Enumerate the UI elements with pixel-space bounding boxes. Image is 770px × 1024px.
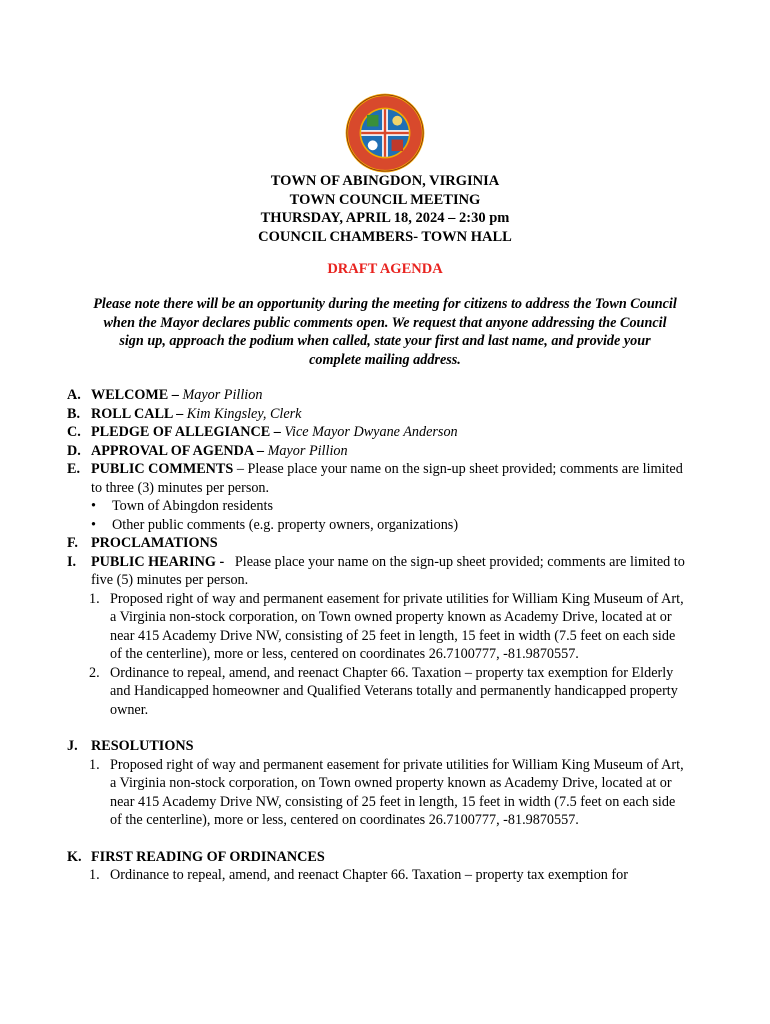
list-item	[67, 516, 687, 535]
bullet-icon: •	[91, 516, 96, 533]
agenda-list	[67, 386, 687, 885]
item-title: FIRST READING OF ORDINANCES	[91, 848, 325, 865]
item-title: ROLL CALL –	[91, 405, 184, 422]
item-description: – Please place your name on the sign-up sheet provided; comments are limited to three (3) minutes per person.	[91, 461, 683, 496]
list-item	[67, 497, 687, 516]
header-town: TOWN OF ABINGDON, VIRGINIA	[270, 173, 500, 189]
item-description: Please place your name on the sign-up sheet provided; comments are limited to five (5) minutes per person.	[91, 553, 689, 588]
item-title: RESOLUTIONS	[91, 738, 194, 754]
bullet-text: Other public comments (e.g. property owners, organizations)	[112, 516, 459, 533]
item-text: Ordinance to repeal, amend, and reenact Chapter 66. Taxation – property tax exemption for Elderly and Handicapped homeowner and Qualified Veterans totally and permanently handicapped property owner.	[110, 664, 678, 718]
item-title: PLEDGE OF ALLEGIANCE –	[91, 424, 281, 440]
agenda-item-a	[67, 386, 687, 405]
item-presenter: Mayor Pillion	[264, 442, 348, 459]
item-title: APPROVAL OF AGENDA –	[91, 442, 265, 459]
item-number: 1.	[89, 867, 100, 883]
agenda-item-k	[67, 848, 687, 867]
header-meeting: TOWN COUNCIL MEETING	[289, 191, 481, 208]
agenda-item-d	[67, 442, 687, 461]
agenda-item-e	[67, 460, 687, 497]
item-letter: D.	[67, 442, 81, 459]
item-number: 1.	[89, 756, 100, 773]
item-text: Ordinance to repeal, amend, and reenact Chapter 66. Taxation – property tax exemption for	[110, 867, 628, 883]
agenda-item-f	[67, 534, 687, 553]
agenda-item-j	[67, 737, 687, 756]
item-number: 1.	[89, 590, 100, 607]
public-comments-bullets	[67, 497, 687, 534]
item-presenter: Vice Mayor Dwyane Anderson	[280, 424, 458, 440]
public-comment-notice: Please note there will be an opportunity during the meeting for citizens to address the Town Council when the Mayor declares public comments open. We request that anyone addressing the Council sign up, approach the podium when called, state your first and last name, and provide your complete mailing address.	[93, 296, 677, 368]
header-date: THURSDAY, APRIL 18, 2024 – 2:30 pm	[260, 210, 510, 226]
header-location: COUNCIL CHAMBERS- TOWN HALL	[258, 228, 512, 245]
bullet-icon: •	[91, 498, 96, 514]
item-title: WELCOME –	[91, 387, 179, 403]
item-title: PROCLAMATIONS	[91, 535, 218, 551]
item-number: 2.	[89, 664, 100, 681]
agenda-item-i	[67, 553, 687, 590]
item-letter: I.	[67, 553, 77, 570]
item-title: PUBLIC HEARING -	[91, 553, 225, 570]
item-letter: C.	[67, 424, 81, 440]
meeting-header	[0, 172, 770, 246]
spacer	[67, 830, 687, 848]
item-title: PUBLIC COMMENTS	[91, 461, 234, 477]
item-letter: K.	[67, 848, 82, 865]
item-presenter: Mayor Pillion	[178, 387, 263, 403]
item-letter: A.	[67, 387, 81, 403]
agenda-item-b	[67, 405, 687, 424]
list-item	[67, 866, 687, 885]
item-presenter: Kim Kingsley, Clerk	[183, 405, 302, 422]
agenda-item-c	[67, 423, 687, 442]
item-letter: F.	[67, 535, 78, 551]
list-item	[67, 664, 687, 720]
list-item	[67, 756, 687, 830]
list-item	[67, 590, 687, 664]
spacer	[67, 719, 687, 737]
bullet-text: Town of Abingdon residents	[112, 498, 273, 514]
item-letter: B.	[67, 405, 81, 422]
item-letter: J.	[67, 738, 78, 754]
town-seal-icon	[344, 92, 426, 174]
item-text: Proposed right of way and permanent easement for private utilities for William King Museum of Art, a Virginia non-stock corporation, on Town owned property known as Academy Drive, located at or near 415 Academy Drive NW, consisting of 25 feet in length, 15 feet in width (7.5 feet on each side of the centerline), more or less, centered on coordinates 26.7100777, -81.9870557.	[110, 756, 684, 828]
item-text: Proposed right of way and permanent easement for private utilities for William King Museum of Art, a Virginia non-stock corporation, on Town owned property known as Academy Drive, located at or near 415 Academy Drive NW, consisting of 25 feet in length, 15 feet in width (7.5 feet on each side of the centerline), more or less, centered on coordinates 26.7100777, -81.9870557.	[110, 590, 684, 662]
item-letter: E.	[67, 461, 81, 477]
draft-agenda-title: DRAFT AGENDA	[327, 261, 443, 277]
